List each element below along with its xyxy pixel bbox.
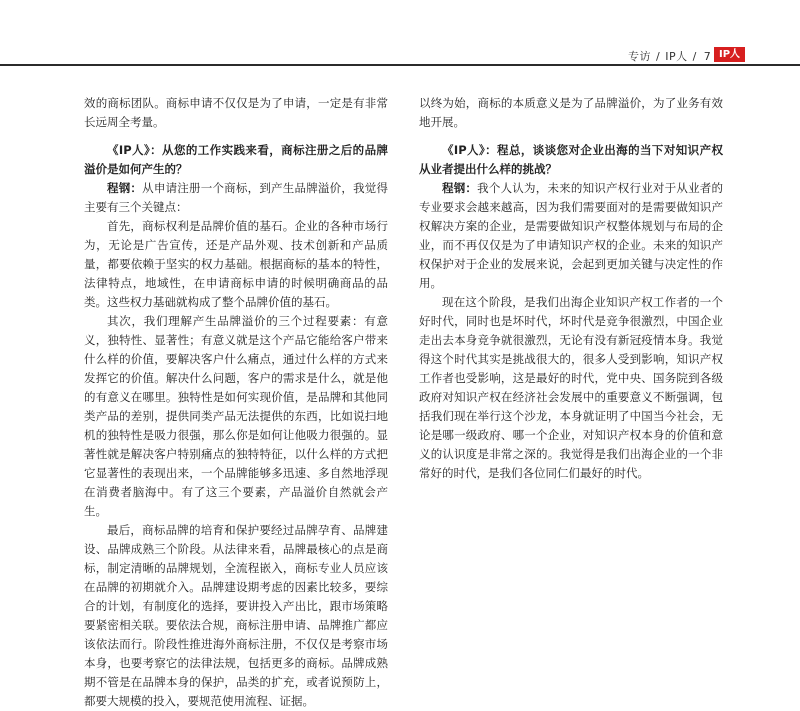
left-column — [84, 94, 388, 711]
answer-1: 程钢：从申请注册一个商标，到产生品牌溢价，我觉得主要有三个关键点： — [84, 181, 389, 214]
page-number: 7 — [703, 50, 712, 63]
answer-2: 程钢：我个人认为，未来的知识产权行业对于从业者的专业要求会越来越高，因为我们需要面对的是需要做知识产权解决方案的企业，是需要做知识产权整体规划与布局的企业，而不再仅仅是为了申请知识产权的企业。未来的知识产权保护对于企业的发展来说，会起到更加关键与决定性的作用。 — [419, 181, 724, 290]
header-column: IP人 — [665, 50, 688, 63]
question-2: 《IP人》：程总，谈谈您对企业出海的当下对知识产权从业者提出什么样的挑战？ — [419, 143, 723, 176]
running-header: 专访 / IP人 / 7 — [628, 50, 712, 63]
left-continuation: 效的商标团队。商标申请不仅仅是为了申请，一定是有非常长远周全考量。 — [84, 96, 388, 129]
speaker-label: 程钢： — [442, 181, 478, 195]
paragraph-first: 首先，商标权利是品牌价值的基石。企业的各种市场行为，无论是广告宣传，还是产品外观、技术创新和产品质量，都要依赖于坚实的权力基础。根据商标的基本的特性，法律特点，地域性，在申请商标申请的时候明确商品的品类。这些权力基础就构成了整个品牌价值的基石。 — [84, 219, 388, 309]
paragraph-second: 其次，我们理解产生品牌溢价的三个过程要素：有意义，独特性、显著性；有意义就是这个产品它能给客户带来什么样的价值，要解决客户什么痛点，通过什么样的方式来发挥它的价值。解决什么问题，客户的需求是什么，就是他的有意义在哪里。独特性是如何实现价值，是品牌和其他同类产品的差别，提供同类产品无法提供的东西，比如说扫地机的独特性是吸力很强，那么你是如何让他吸力很强的。显著性就是解决客户特别痛点的独特特征，以什么样的方式把它显著性的表现出来，一个品牌能够多迅速、多自然地浮现在消费者脑海中。有了这三个要素，产品溢价自然就会产生。 — [84, 314, 388, 518]
right-continuation: 以终为始，商标的本质意义是为了品牌溢价，为了业务有效地开展。 — [419, 96, 723, 129]
question-1: 《IP人》：从您的工作实践来看，商标注册之后的品牌溢价是如何产生的？ — [84, 143, 388, 176]
header-section: 专访 — [628, 50, 651, 63]
right-column — [419, 94, 723, 483]
speaker-label: 程钢： — [107, 181, 143, 195]
header-rule — [0, 64, 800, 66]
ip-logo: IP人 — [714, 47, 745, 62]
paragraph-era: 现在这个阶段，是我们出海企业知识产权工作者的一个好时代，同时也是坏时代，坏时代是竞争很激烈，中国企业走出去本身竞争就很激烈，无论有没有新冠疫情本身。我觉得这个时代其实是挑战很大的，很多人受到影响，知识产权工作者也受影响，这是最好的时代，党中央、国务院到各级政府对知识产权在经济社会发展中的重要意义不断强调，包括我们现在举行这个沙龙，本身就证明了中国当今社会，无论是哪一级政府、哪一个企业，对知识产权本身的价值和意义的认识度是非常之深的。我觉得是我们出海企业的一个非常好的时代，是我们各位同仁们最好的时代。 — [419, 295, 723, 480]
paragraph-last: 最后，商标品牌的培育和保护要经过品牌孕育、品牌建设、品牌成熟三个阶段。从法律来看，品牌最核心的点是商标，制定清晰的品牌规划，全流程嵌入，商标专业人员应该在品牌的初期就介入。品牌建设期考虑的因素比较多，要综合的计划，有制度化的选择，要讲投入产出比，跟市场策略要紧密相关联。要依法合规，商标注册申请、品牌推广都应该依法而行。阶段性推进海外商标注册，不仅仅是考察市场本身，也要考察它的法律法规，包括更多的商标。品牌成熟期不管是在品牌本身的保护，品类的扩充，或者说预防上，都要大规模的投入，要规范使用流程、证据。 — [84, 523, 388, 708]
